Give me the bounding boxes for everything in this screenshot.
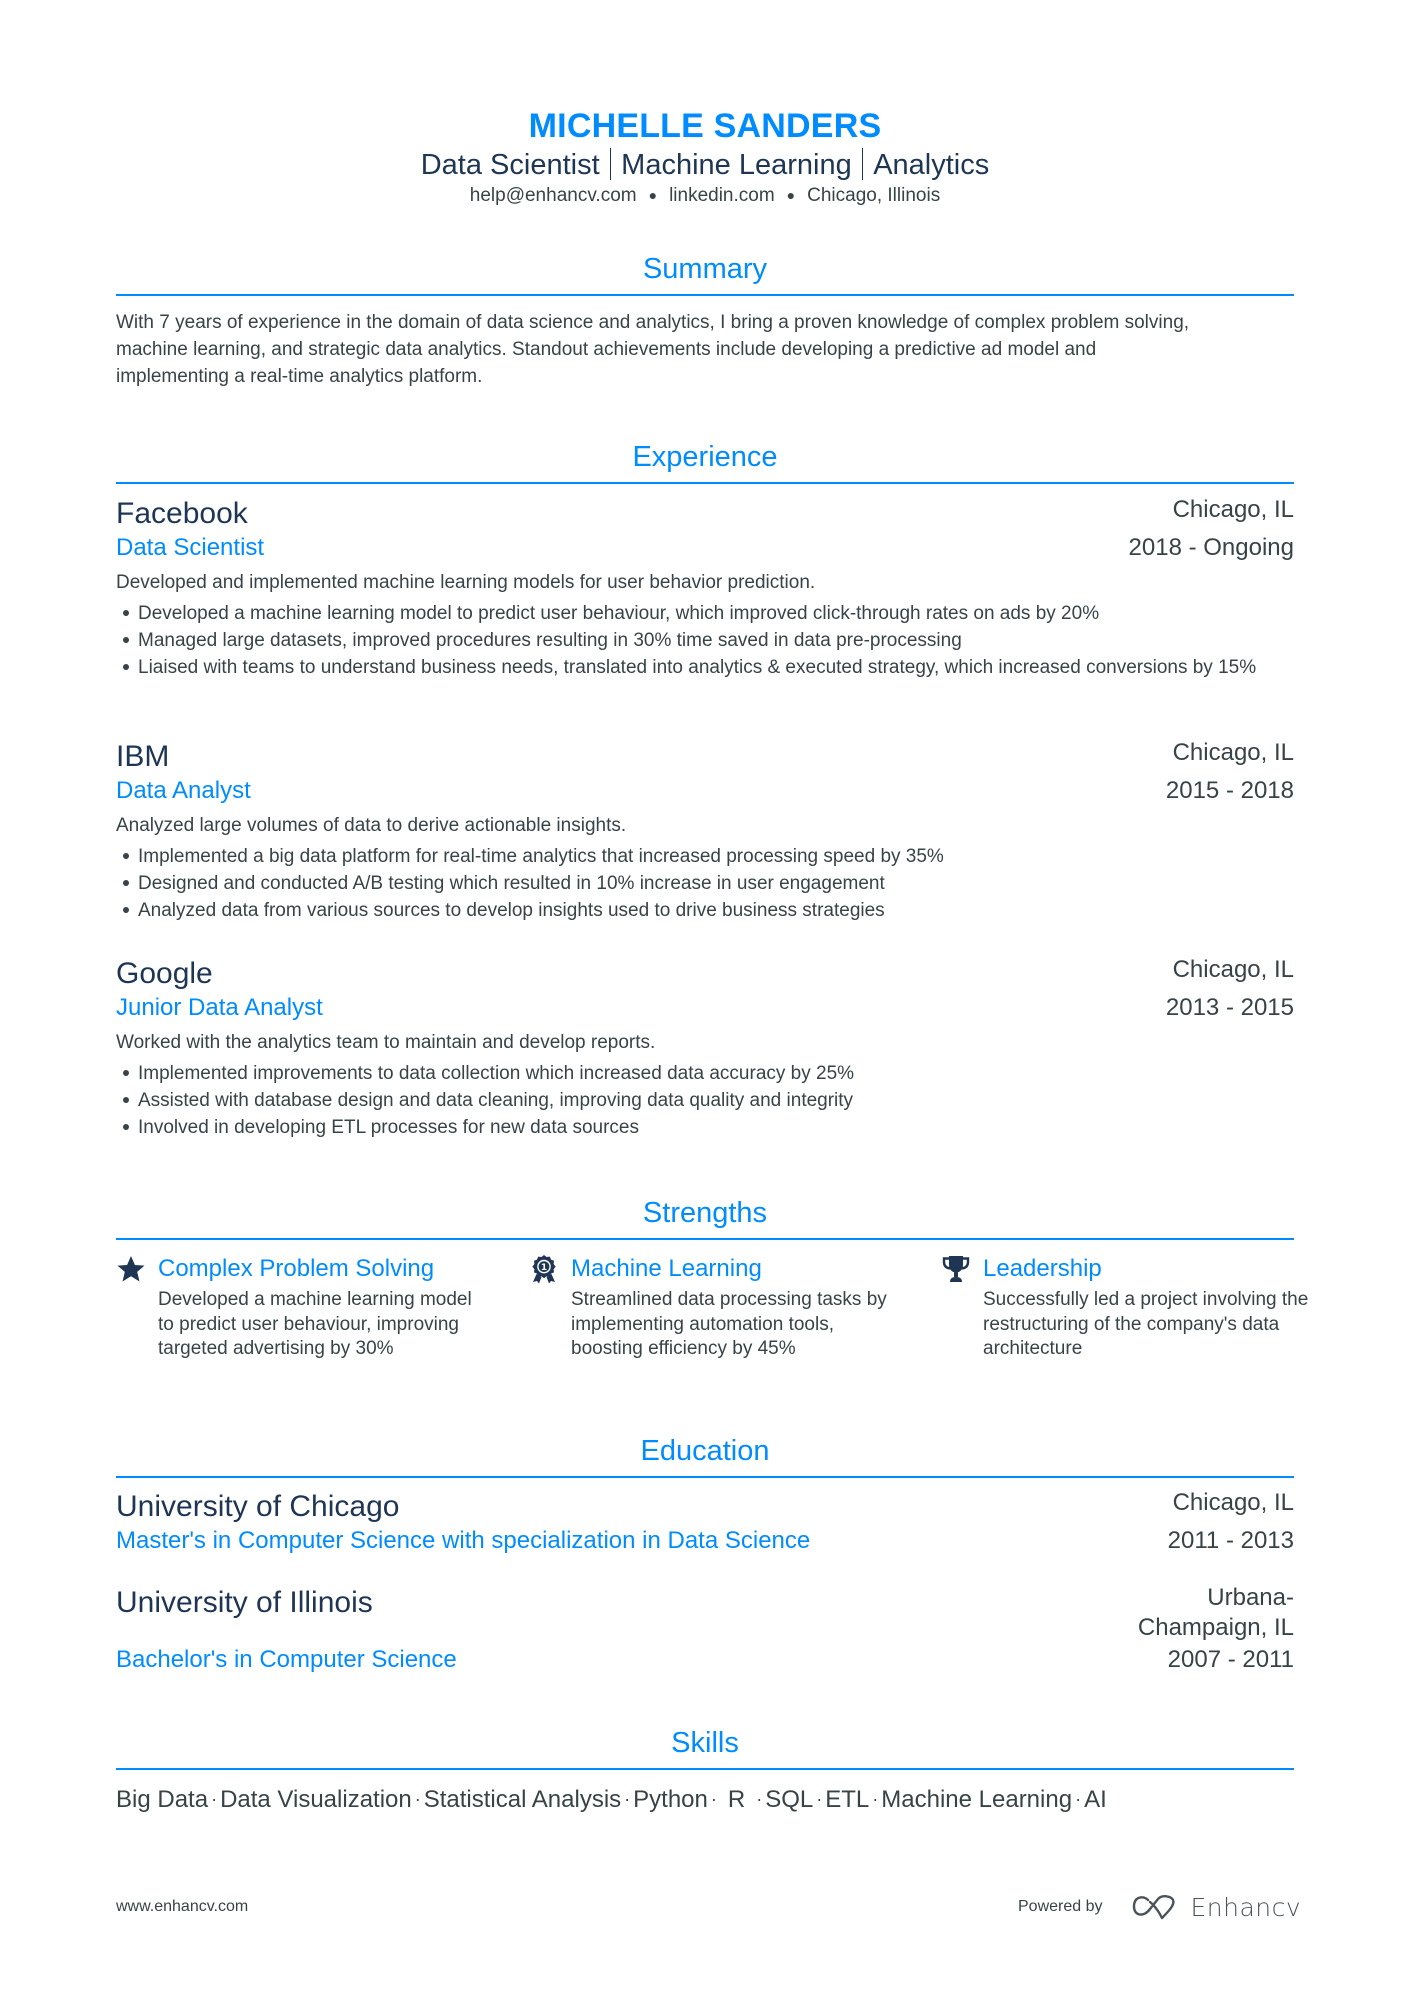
- section-title-strengths: Strengths: [642, 1197, 768, 1229]
- candidate-name: MICHELLE SANDERS: [528, 107, 882, 145]
- entry-subheader-row: [116, 991, 1294, 1025]
- education-dates: 2007 - 2011: [1167, 1646, 1294, 1673]
- achievement-item: [116, 1060, 1294, 1087]
- section-divider: [116, 1476, 1294, 1478]
- headline: [0, 148, 1410, 182]
- experience-entry: [116, 497, 1294, 681]
- strength-description: Streamlined data processing tasks by implementing automation tools, boosting efficiency by 45%: [571, 1289, 887, 1359]
- skill-separator: ·: [756, 1789, 763, 1809]
- section-divider: [116, 294, 1294, 296]
- entry-header-row: [116, 497, 1294, 531]
- achievement-text: Developed a machine learning model to predict user behaviour, which improved click-through rates on ads by 20%: [138, 603, 1100, 624]
- skill-separator: ·: [414, 1789, 421, 1809]
- job-title: Junior Data Analyst: [116, 994, 323, 1021]
- entry-subheader-row: [116, 774, 1294, 808]
- job-dates: 2013 - 2015: [1165, 994, 1294, 1021]
- achievement-text: Implemented a big data platform for real-time analytics that increased processing speed by 35%: [138, 846, 944, 867]
- summary-text: [116, 309, 1298, 390]
- skill-tag: AI: [1084, 1786, 1107, 1813]
- bullet-dot: [123, 853, 129, 859]
- email-link[interactable]: help@enhancv.com: [469, 185, 637, 206]
- headline-part: Data Scientist: [420, 149, 600, 181]
- achievement-item: [116, 654, 1294, 681]
- company-name: IBM: [116, 740, 170, 773]
- bullet-dot: [123, 1124, 129, 1130]
- achievement-item: [116, 627, 1294, 654]
- achievement-list: [116, 600, 1294, 681]
- achievement-list: [116, 1060, 1294, 1141]
- section-title-summary: Summary: [642, 253, 768, 285]
- skill-tag: Machine Learning: [881, 1786, 1073, 1813]
- bullet-dot: [123, 664, 129, 670]
- summary-line: machine learning, and strategic data analytics. Standout achievements include developing a predictive ad model and: [116, 339, 1097, 360]
- school-name: University of Chicago: [116, 1490, 400, 1523]
- headline-part: Machine Learning: [621, 149, 852, 181]
- degree: Master's in Computer Science with specialization in Data Science: [116, 1527, 811, 1554]
- strength-title: Complex Problem Solving: [158, 1255, 435, 1282]
- summary-line: implementing a real-time analytics platform.: [116, 366, 483, 387]
- skill-tag: Data Visualization: [220, 1786, 412, 1813]
- achievement-text: Managed large datasets, improved procedures resulting in 30% time saved in data pre-processing: [138, 630, 962, 651]
- star-icon: [116, 1254, 146, 1284]
- resume-header: [0, 108, 1410, 209]
- location-text: Chicago, Illinois: [807, 185, 941, 206]
- achievement-item: [116, 897, 1294, 924]
- entry-header-row: [116, 1490, 1294, 1524]
- entry-subheader-row: [116, 531, 1294, 565]
- skill-tag: ETL: [825, 1786, 870, 1813]
- bullet-dot: [123, 907, 129, 913]
- bullet-separator: ●: [648, 187, 658, 203]
- job-description: Analyzed large volumes of data to derive actionable insights.: [116, 815, 627, 836]
- strength-title: Leadership: [983, 1255, 1102, 1282]
- section-title-education: Education: [640, 1435, 770, 1467]
- job-description: Developed and implemented machine learning models for user behavior prediction.: [116, 572, 816, 593]
- strength-title: Machine Learning: [571, 1255, 762, 1282]
- job-location: Chicago, IL: [1172, 739, 1294, 766]
- contact-info: [0, 182, 1410, 209]
- achievement-text: Analyzed data from various sources to develop insights used to drive business strategies: [138, 900, 885, 921]
- skill-tag: R: [727, 1786, 746, 1813]
- entry-subheader-row: [116, 1524, 1294, 1558]
- school-location: Champaign, IL: [1137, 1614, 1294, 1641]
- achievement-item: [116, 600, 1294, 627]
- skill-separator: ·: [1075, 1789, 1082, 1809]
- experience-entry: [116, 740, 1294, 924]
- bullet-dot: [123, 637, 129, 643]
- powered-by-badge[interactable]: [1018, 1893, 1301, 1921]
- education-dates: 2011 - 2013: [1167, 1527, 1294, 1554]
- job-location: Chicago, IL: [1172, 496, 1294, 523]
- bullet-dot: [123, 880, 129, 886]
- achievement-item: [116, 843, 1294, 870]
- achievement-list: [116, 843, 1294, 924]
- section-divider: [116, 1238, 1294, 1240]
- company-name: Google: [116, 957, 213, 990]
- skill-separator: ·: [872, 1789, 879, 1809]
- bullet-dot: [123, 610, 129, 616]
- strength-description: Successfully led a project involving the restructuring of the company's data architecture: [983, 1289, 1309, 1359]
- bullet-dot: [123, 1070, 129, 1076]
- section-divider: [116, 1768, 1294, 1770]
- entry-header-row: [116, 740, 1294, 774]
- footer-website-link[interactable]: www.enhancv.com: [116, 1898, 249, 1915]
- powered-by-label: Powered by: [1018, 1898, 1103, 1915]
- school-name: University of Illinois: [116, 1586, 373, 1619]
- skill-separator: ·: [624, 1789, 631, 1809]
- section-title-skills: Skills: [671, 1727, 739, 1759]
- linkedin-link[interactable]: linkedin.com: [669, 185, 775, 206]
- bullet-separator: ●: [786, 187, 796, 203]
- skills-list: [116, 1782, 1107, 1817]
- skill-separator: ·: [816, 1789, 823, 1809]
- skill-tag: Statistical Analysis: [423, 1786, 622, 1813]
- job-location: Chicago, IL: [1172, 956, 1294, 983]
- job-title: Data Scientist: [116, 534, 265, 561]
- education-entry: [116, 1490, 1294, 1558]
- skill-tag: Big Data: [116, 1786, 209, 1813]
- job-description: Worked with the analytics team to maintain and develop reports.: [116, 1032, 656, 1053]
- achievement-text: Assisted with database design and data cleaning, improving data quality and integrity: [138, 1090, 854, 1111]
- trophy-icon: [941, 1254, 971, 1284]
- section-title-experience: Experience: [632, 441, 778, 473]
- headline-separator: [610, 148, 612, 180]
- strength-description: Developed a machine learning model to predict user behaviour, improving targeted advertising by 30%: [158, 1289, 472, 1359]
- experience-entry: [116, 957, 1294, 1141]
- job-title: Data Analyst: [116, 777, 251, 804]
- skill-tag: SQL: [765, 1786, 814, 1813]
- achievement-text: Involved in developing ETL processes for new data sources: [138, 1117, 639, 1138]
- skill-tag: Python: [633, 1786, 708, 1813]
- job-dates: 2015 - 2018: [1165, 777, 1294, 804]
- achievement-item: [116, 870, 1294, 897]
- headline-part: Analytics: [873, 149, 990, 181]
- achievement-item: [116, 1114, 1294, 1141]
- entry-header-row: [116, 957, 1294, 991]
- enhancv-logo-icon: [1131, 1894, 1177, 1920]
- award-ribbon-icon: [529, 1254, 559, 1284]
- company-name: Facebook: [116, 497, 248, 530]
- skill-separator: ·: [710, 1789, 717, 1809]
- achievement-item: [116, 1087, 1294, 1114]
- achievement-text: Designed and conducted A/B testing which resulted in 10% increase in user engagement: [138, 873, 885, 894]
- bullet-dot: [123, 1097, 129, 1103]
- section-divider: [116, 482, 1294, 484]
- degree: Bachelor's in Computer Science: [116, 1646, 457, 1673]
- headline-separator: [862, 148, 864, 180]
- achievement-text: Implemented improvements to data collection which increased data accuracy by 25%: [138, 1063, 855, 1084]
- skill-separator: ·: [211, 1789, 218, 1809]
- school-location: Chicago, IL: [1172, 1489, 1294, 1516]
- enhancv-brand-name: Enhancv: [1190, 1892, 1302, 1922]
- svg-text:1: 1: [540, 1263, 548, 1274]
- education-entry: [116, 1586, 1294, 1696]
- job-dates: 2018 - Ongoing: [1128, 534, 1294, 561]
- summary-line: With 7 years of experience in the domain of data science and analytics, I bring a proven knowledge of complex problem solving,: [116, 312, 1190, 333]
- achievement-text: Liaised with teams to understand business needs, translated into analytics & executed strategy, which increased conversions by 15%: [138, 657, 1257, 678]
- school-location: Urbana-: [1207, 1584, 1294, 1611]
